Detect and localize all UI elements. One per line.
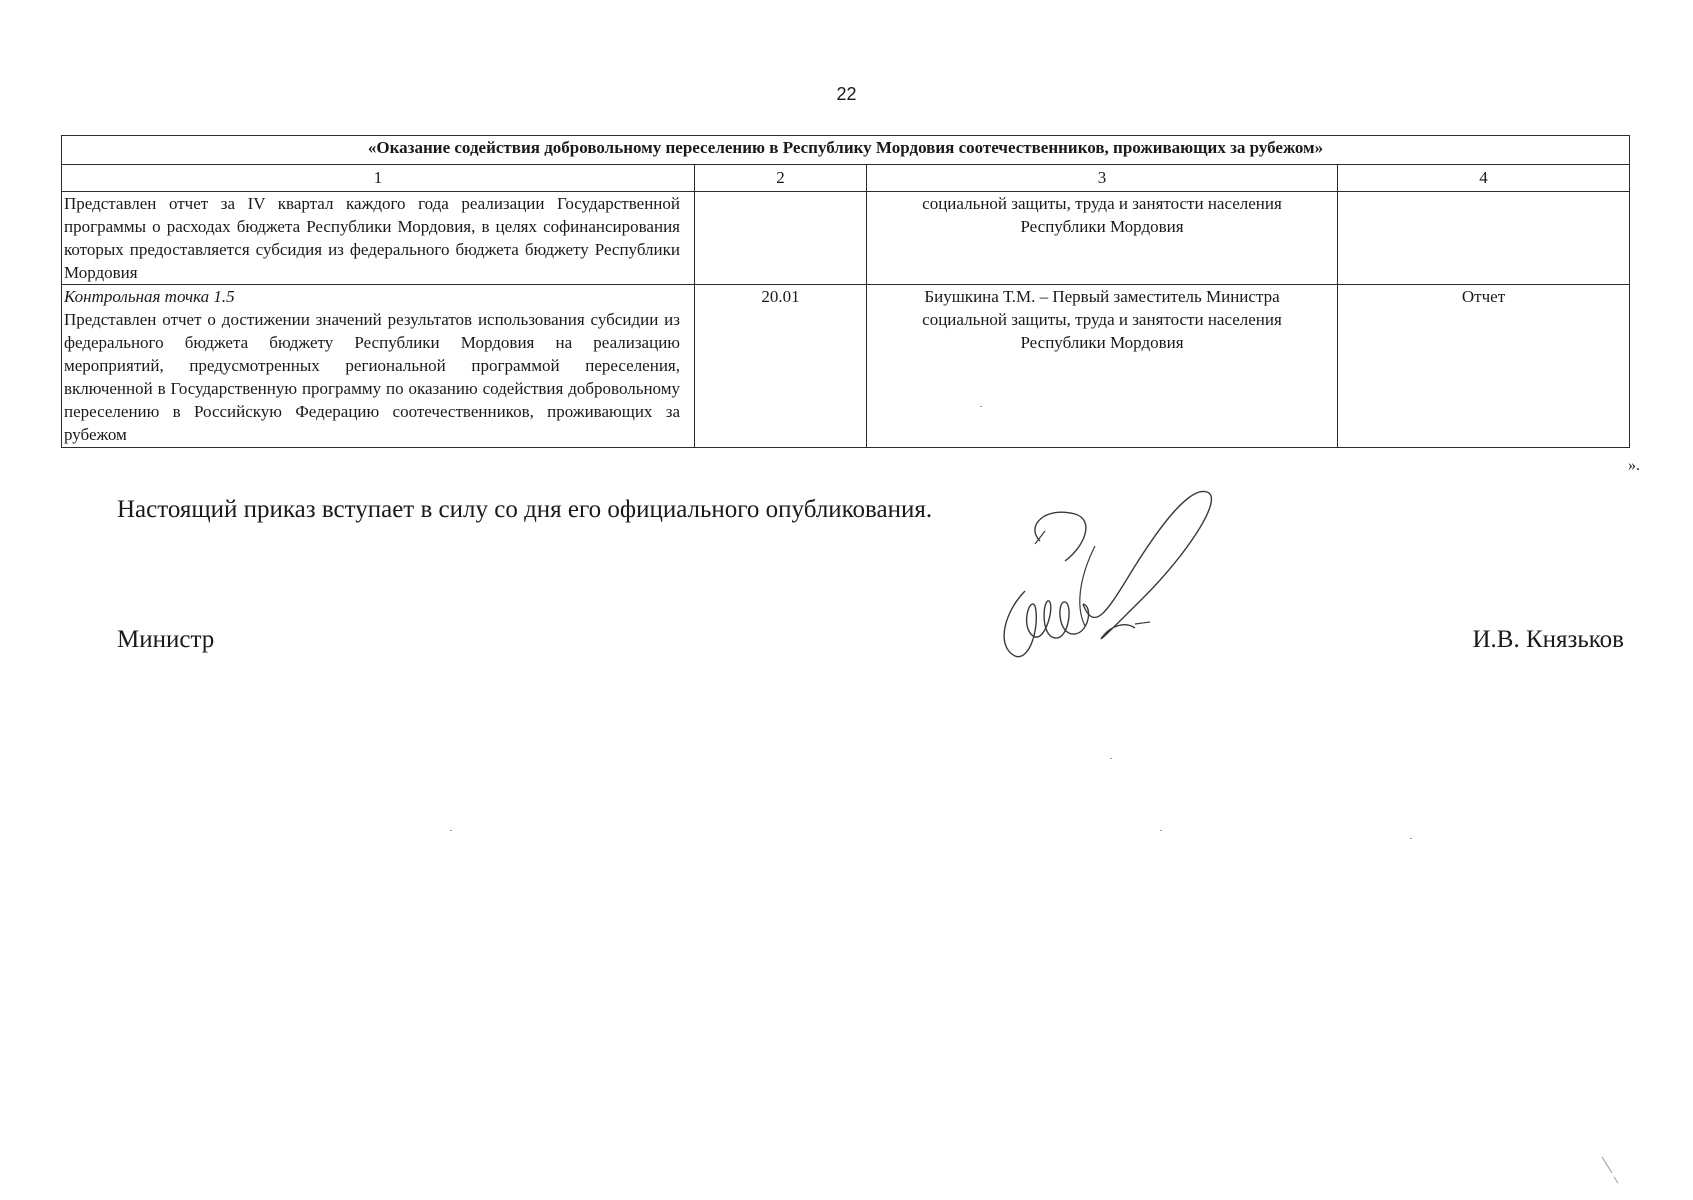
signature-icon bbox=[985, 486, 1245, 676]
row-a-responsible-line1: социальной защиты, труда и занятости населения bbox=[922, 194, 1282, 213]
row-b-responsible-line1: Биушкина Т.М. – Первый заместитель Министра bbox=[924, 287, 1280, 306]
column-number-2: 2 bbox=[695, 165, 867, 192]
scan-speck bbox=[1110, 758, 1112, 759]
row-b-date: 20.01 bbox=[695, 285, 867, 448]
row-b-responsible bbox=[867, 285, 1338, 448]
row-a-date bbox=[695, 192, 867, 285]
row-b-description: Представлен отчет о достижении значений результатов использования субсидии из федерального бюджета бюджету Республики Мордовия на реализацию мероприятий, предусмотренных региональной программой переселения, включенной в Государственную программу по оказанию содействия добровольному переселению в Российскую Федерацию соотечественников, проживающих за рубежом bbox=[64, 310, 680, 444]
scan-speck bbox=[1410, 838, 1412, 839]
section-title: «Оказание содействия добровольному переселению в Республику Мордовия соотечественников, проживающих за рубежом» bbox=[62, 136, 1630, 165]
signer-name: И.В. Князьков bbox=[1472, 626, 1624, 653]
column-number-3: 3 bbox=[867, 165, 1338, 192]
column-number-4: 4 bbox=[1338, 165, 1630, 192]
schedule-table bbox=[61, 135, 1630, 448]
scan-speck bbox=[980, 406, 982, 407]
row-b-responsible-line2: социальной защиты, труда и занятости населения bbox=[922, 310, 1282, 329]
table-row bbox=[62, 285, 1630, 448]
row-b-responsible-line3: Республики Мордовия bbox=[1020, 333, 1184, 352]
closing-quote: ». bbox=[1628, 457, 1640, 474]
page-number: 22 bbox=[836, 84, 857, 104]
row-b-document: Отчет bbox=[1338, 285, 1630, 448]
column-number-1: 1 bbox=[62, 165, 695, 192]
table-row bbox=[62, 192, 1630, 285]
row-b-checkpoint: Контрольная точка 1.5 bbox=[64, 287, 235, 306]
section-title-row bbox=[62, 136, 1630, 165]
column-number-row bbox=[62, 165, 1630, 192]
row-a-description: Представлен отчет за IV квартал каждого года реализации Государственной программы о расходах бюджета Республики Мордовия, в целях софинансирования которых предоставляется субсидия из федерального бюджета бюджету Республики Мордовия bbox=[64, 194, 680, 282]
row-a-responsible bbox=[867, 192, 1338, 285]
signer-title: Министр bbox=[117, 626, 215, 653]
row-a-document bbox=[1338, 192, 1630, 285]
scan-speck bbox=[1160, 830, 1162, 831]
scan-mark-icon bbox=[1600, 1155, 1620, 1185]
row-a-description-cell bbox=[62, 192, 695, 285]
order-effective-text: Настоящий приказ вступает в силу со дня его официального опубликования. bbox=[117, 496, 933, 523]
scan-speck bbox=[450, 830, 452, 831]
row-b-description-cell bbox=[62, 285, 695, 448]
row-a-responsible-line2: Республики Мордовия bbox=[1020, 217, 1184, 236]
